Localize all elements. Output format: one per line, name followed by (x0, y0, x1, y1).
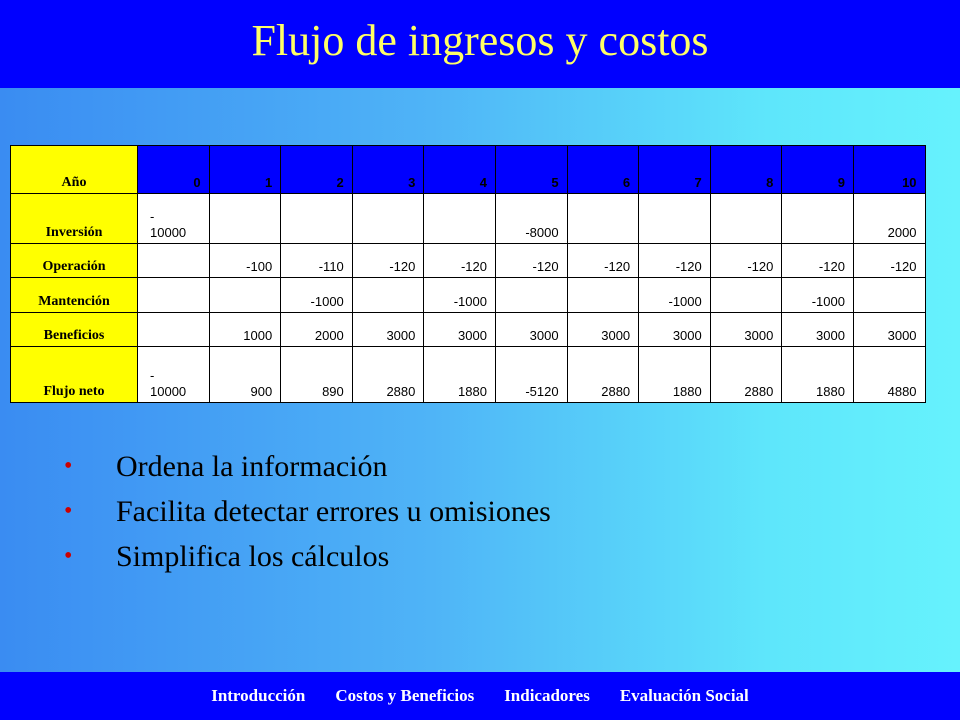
table-header-row (11, 146, 926, 194)
value-cell (782, 194, 854, 244)
title-bar (0, 0, 960, 88)
year-header-cell: 6 (567, 146, 639, 194)
table-row (11, 347, 926, 403)
value-cell (281, 194, 353, 244)
value-cell: 2000 (281, 313, 353, 347)
value-cell: 3000 (853, 313, 925, 347)
value-cell: 3000 (424, 313, 496, 347)
footer-nav (0, 672, 960, 720)
value-cell: -100 (209, 244, 281, 278)
year-header-cell: 8 (710, 146, 782, 194)
footer-link-costos-beneficios[interactable]: Costos y Beneficios (335, 686, 475, 705)
year-header-cell: 5 (495, 146, 567, 194)
value-cell: 2880 (567, 347, 639, 403)
header-label-cell: Año (11, 146, 138, 194)
value-cell (138, 313, 210, 347)
value-cell: 2000 (853, 194, 925, 244)
value-cell (639, 194, 711, 244)
value-cell (209, 278, 281, 313)
value-cell: 1880 (424, 347, 496, 403)
year-header-cell: 3 (352, 146, 424, 194)
year-header-cell: 7 (639, 146, 711, 194)
value-cell: -120 (352, 244, 424, 278)
footer-link-evaluacion-social[interactable]: Evaluación Social (619, 686, 749, 705)
value-cell: 1880 (639, 347, 711, 403)
value-cell (352, 194, 424, 244)
value-cell: 3000 (710, 313, 782, 347)
value-cell (138, 278, 210, 313)
row-label-cell: Flujo neto (11, 347, 138, 403)
row-label-cell: Mantención (11, 278, 138, 313)
value-cell: 2880 (352, 347, 424, 403)
table-row (11, 313, 926, 347)
value-cell: 3000 (495, 313, 567, 347)
bullet-list (64, 444, 551, 579)
footer-link-indicadores[interactable]: Indicadores (504, 686, 590, 705)
value-cell: -120 (853, 244, 925, 278)
footer-link-introduccion[interactable]: Introducción (211, 686, 306, 705)
bullet-item (64, 534, 551, 579)
value-cell (138, 244, 210, 278)
table-row (11, 194, 926, 244)
value-cell: -110 (281, 244, 353, 278)
value-cell: 3000 (782, 313, 854, 347)
bullet-dot-icon: • (64, 543, 73, 569)
value-cell (567, 194, 639, 244)
row-label-cell: Operación (11, 244, 138, 278)
value-cell (853, 278, 925, 313)
row-label-cell: Inversión (11, 194, 138, 244)
value-cell: -8000 (495, 194, 567, 244)
value-cell: -5120 (495, 347, 567, 403)
table-row (11, 244, 926, 278)
table-row (11, 278, 926, 313)
value-cell: -1000 (782, 278, 854, 313)
value-cell: - 10000 (138, 194, 210, 244)
value-cell: 900 (209, 347, 281, 403)
year-header-cell: 1 (209, 146, 281, 194)
value-cell: -1000 (424, 278, 496, 313)
bullet-text: Facilita detectar errores u omisiones (116, 494, 551, 528)
year-header-cell: 4 (424, 146, 496, 194)
bullet-text: Simplifica los cálculos (116, 539, 390, 573)
bullet-text: Ordena la información (116, 449, 388, 483)
value-cell: -120 (567, 244, 639, 278)
value-cell (710, 278, 782, 313)
value-cell: - 10000 (138, 347, 210, 403)
value-cell (495, 278, 567, 313)
bullet-item (64, 444, 551, 489)
value-cell (710, 194, 782, 244)
value-cell: 1880 (782, 347, 854, 403)
value-cell: -1000 (639, 278, 711, 313)
year-header-cell: 0 (138, 146, 210, 194)
value-cell (209, 194, 281, 244)
value-cell: 3000 (352, 313, 424, 347)
value-cell: -120 (639, 244, 711, 278)
value-cell: -120 (424, 244, 496, 278)
year-header-cell: 10 (853, 146, 925, 194)
slide-title: Flujo de ingresos y costos (251, 15, 709, 65)
bullet-dot-icon: • (64, 498, 73, 524)
value-cell: 3000 (567, 313, 639, 347)
year-header-cell: 2 (281, 146, 353, 194)
value-cell (567, 278, 639, 313)
value-cell: -120 (495, 244, 567, 278)
value-cell: -120 (710, 244, 782, 278)
bullet-dot-icon: • (64, 453, 73, 479)
year-header-cell: 9 (782, 146, 854, 194)
bullet-item (64, 489, 551, 534)
value-cell: 4880 (853, 347, 925, 403)
value-cell: -120 (782, 244, 854, 278)
value-cell: 3000 (639, 313, 711, 347)
value-cell: 1000 (209, 313, 281, 347)
row-label-cell: Beneficios (11, 313, 138, 347)
value-cell (424, 194, 496, 244)
value-cell: 2880 (710, 347, 782, 403)
value-cell (352, 278, 424, 313)
value-cell: -1000 (281, 278, 353, 313)
value-cell: 890 (281, 347, 353, 403)
cash-flow-table (10, 145, 926, 403)
